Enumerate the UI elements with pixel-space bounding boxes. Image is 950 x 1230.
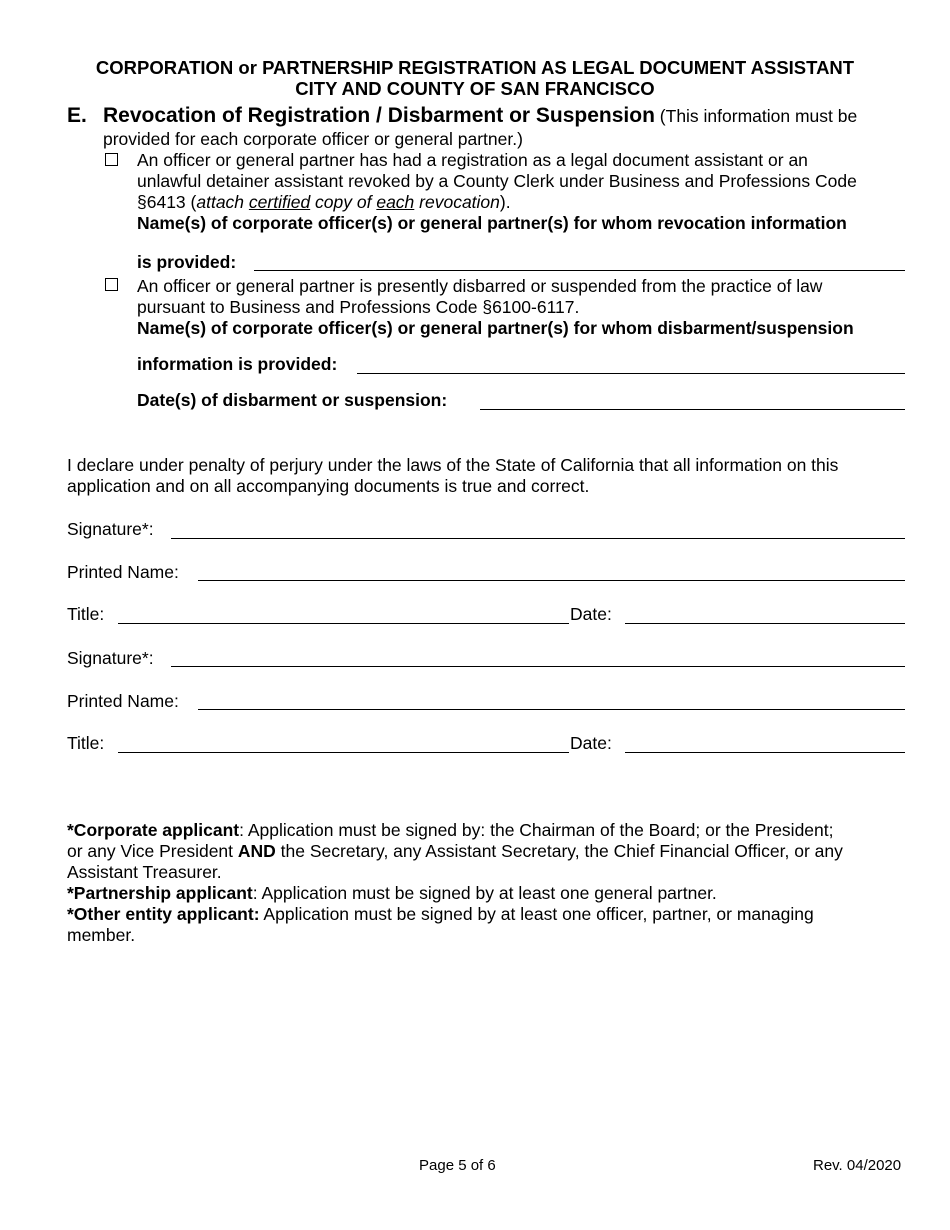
signing-notes (67, 820, 843, 946)
section-letter: E. (67, 104, 87, 127)
revocation-checkbox[interactable] (105, 153, 118, 166)
disbarment-checkbox[interactable] (105, 278, 118, 291)
revocation-names-label: Name(s) of corporate officer(s) or general partner(s) for whom revocation information (137, 213, 847, 233)
signature-2-label: Signature*: (67, 648, 154, 668)
disbarment-text (137, 276, 854, 339)
section-heading (103, 104, 857, 128)
disbarment-dates-label: Date(s) of disbarment or suspension: (137, 390, 448, 410)
date-2-field[interactable] (625, 752, 905, 753)
revocation-names-field[interactable] (254, 270, 905, 271)
section-title: Revocation of Registration / Disbarment or Suspension (103, 104, 655, 127)
revocation-text (137, 150, 857, 234)
other-entity-note-line2: member. (67, 925, 136, 945)
title-1-label: Title: (67, 604, 105, 624)
declaration-line1: I declare under penalty of perjury under the laws of the State of California that all information on this (67, 455, 839, 475)
form-title-line1: CORPORATION or PARTNERSHIP REGISTRATION AS LEGAL DOCUMENT ASSISTANT (95, 57, 855, 78)
signature-2-field[interactable] (171, 666, 905, 667)
signature-1-field[interactable] (171, 538, 905, 539)
signature-1-label: Signature*: (67, 519, 154, 539)
disbarment-names-label-line2: information is provided: (137, 354, 338, 374)
revocation-text-line3: §6413 (attach certified copy of each revocation). (137, 192, 511, 212)
revision-date: Rev. 04/2020 (813, 1157, 902, 1174)
title-1-field[interactable] (118, 623, 569, 624)
printed-name-1-field[interactable] (198, 580, 905, 581)
revocation-names-label-line2: is provided: (137, 252, 237, 272)
date-1-label: Date: (570, 604, 612, 624)
partnership-note: *Partnership applicant: Application must be signed by at least one general partner. (67, 883, 717, 903)
disbarment-names-label: Name(s) of corporate officer(s) or general partner(s) for whom disbarment/suspension (137, 318, 854, 338)
corporate-note-line3: Assistant Treasurer. (67, 862, 222, 882)
printed-name-1-label: Printed Name: (67, 562, 179, 582)
disbarment-names-field[interactable] (357, 373, 905, 374)
title-2-label: Title: (67, 733, 105, 753)
section-note: (This information must be (659, 106, 858, 126)
form-title-line2: CITY AND COUNTY OF SAN FRANCISCO (295, 78, 655, 99)
section-note-line2: provided for each corporate officer or general partner.) (103, 129, 523, 149)
revocation-text-line1: An officer or general partner has had a registration as a legal document assistant or an (137, 150, 808, 170)
page-number: Page 5 of 6 (419, 1157, 496, 1174)
other-entity-note: *Other entity applicant: Application must be signed by at least one officer, partner, or managing (67, 904, 814, 924)
disbarment-dates-field[interactable] (480, 409, 905, 410)
form-header-title (0, 57, 950, 99)
date-1-field[interactable] (625, 623, 905, 624)
printed-name-2-field[interactable] (198, 709, 905, 710)
title-2-field[interactable] (118, 752, 569, 753)
declaration-line2: application and on all accompanying documents is true and correct. (67, 476, 590, 496)
disbarment-text-line2: pursuant to Business and Professions Code §6100-6117. (137, 297, 580, 317)
corporate-note-line1: *Corporate applicant: Application must be signed by: the Chairman of the Board; or the President; (67, 820, 834, 840)
date-2-label: Date: (570, 733, 612, 753)
disbarment-text-line1: An officer or general partner is presently disbarred or suspended from the practice of law (137, 276, 823, 296)
declaration (67, 455, 838, 497)
revocation-text-line2: unlawful detainer assistant revoked by a County Clerk under Business and Professions Code (137, 171, 857, 191)
printed-name-2-label: Printed Name: (67, 691, 179, 711)
corporate-note-line2: or any Vice President AND the Secretary, any Assistant Secretary, the Chief Financial Officer, or any (67, 841, 843, 861)
